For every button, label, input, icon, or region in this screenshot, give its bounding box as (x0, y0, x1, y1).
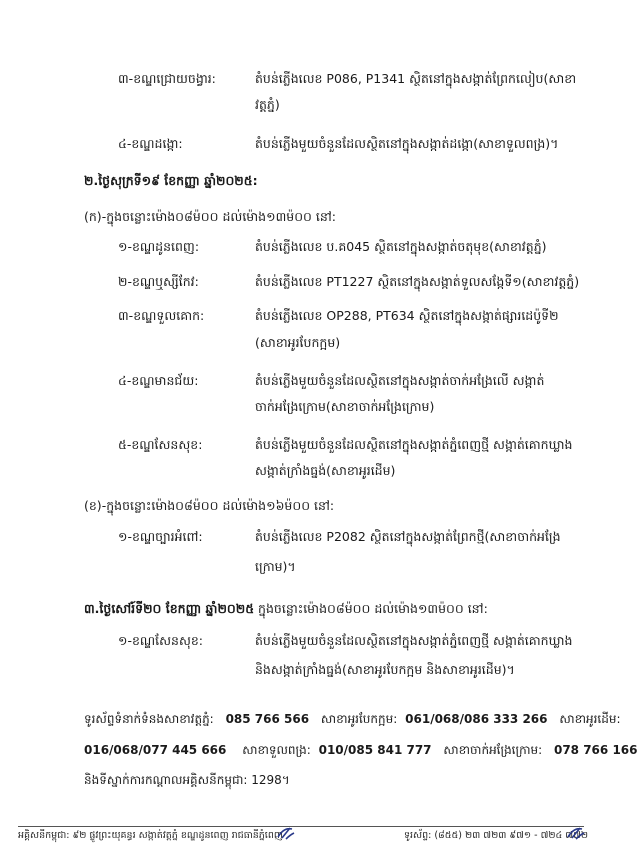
phone-number: 085 766 566 (225, 712, 310, 726)
district-label: ១-ខណ្ឌសែនសុខ: (118, 633, 204, 648)
phone-number: 061/068/086 333 266 (405, 712, 548, 726)
day-heading: ៣.ថ្ងៃសៅរ៍ទី២០ ខែកញ្ញា ឆ្នាំ២០២៥ (84, 601, 255, 616)
time-range-heading: (ខ)-ក្នុងចន្លោះម៉ោង០៨ម៉០០ ដល់ម៉ោង១៦ម៉០០ នៅ: (84, 498, 335, 513)
phone-number: 010/085 841 777 (318, 743, 432, 757)
district-description: តំបន់ភ្លើងលេខ P086, P1341 ស្ថិតនៅក្នុងសង្កាត់ព្រែកលៀប(សាខា (255, 71, 577, 86)
district-label: ៣-ខណ្ឌទួលគោក: (118, 308, 205, 323)
time-range: ក្នុងចន្លោះម៉ោង០៨ម៉០០ ដល់ម៉ោង១៣ម៉០០ នៅ: (254, 601, 488, 616)
logo-icon (276, 825, 296, 841)
district-description-cont: ក្រោម)។ (255, 559, 296, 574)
district-description: តំបន់ភ្លើងលេខ ប.គ045 ស្ថិតនៅក្នុងសង្កាត់ចតុមុខ(សាខាវត្តភ្នំ) (255, 239, 547, 254)
phone-number: 016/068/077 445 666 (84, 743, 227, 757)
district-description-cont: វត្តភ្នំ) (255, 97, 280, 112)
day-heading: ២.ថ្ងៃសុក្រទី១៩ ខែកញ្ញា ឆ្នាំ២០២៥: (84, 173, 258, 188)
district-description: តំបន់ភ្លើងមួយចំនួនដែលស្ថិតនៅក្នុងសង្កាត់ដង្កោ(សាខាទួលពង្រ)។ (255, 136, 559, 151)
district-description-cont: និងសង្កាត់ក្រាំងធ្នង់(សាខាអូរបែកក្អម និងសាខាអូរដើម)។ (255, 662, 515, 677)
day-heading-line (84, 600, 488, 618)
district-description: តំបន់ភ្លើងមួយចំនួនដែលស្ថិតនៅក្នុងសង្កាត់ចាក់អង្រែលើ សង្កាត់ (255, 373, 545, 388)
district-description-cont: សង្កាត់ក្រាំងធ្នង់(សាខាអូរដើម) (255, 463, 396, 478)
contact-label: ទូរស័ព្ទទំនាក់ទំនងសាខាវត្តភ្នំ: (84, 712, 214, 726)
district-description-cont: (សាខាអូរបែកក្អម) (255, 335, 341, 350)
district-label: ៤-ខណ្ឌមានជ័យ: (118, 373, 199, 388)
footer-address: អគ្គិសនីកម្ពុជា: ៩២ ផ្លូវព្រះយុគន្ធរ សង្កាត់វត្តភ្នំ ខណ្ឌដូនពេញ រាជធានីភ្នំពេញ (18, 830, 283, 841)
district-label: ១-ខណ្ឌច្បារអំពៅ: (118, 529, 203, 544)
district-description-cont: ចាក់អង្រែក្រោម(សាខាចាក់អង្រែក្រោម) (255, 399, 435, 414)
district-description: តំបន់ភ្លើងមួយចំនួនដែលស្ថិតនៅក្នុងសង្កាត់ភ្នំពេញថ្មី សង្កាត់គោកឃ្លាង (255, 633, 573, 648)
time-range-heading: (ក)-ក្នុងចន្លោះម៉ោង០៨ម៉០០ ដល់ម៉ោង១៣ម៉០០ នៅ: (84, 209, 336, 224)
district-label: ៣-ខណ្ឌជ្រោយចង្វារ: (118, 71, 216, 86)
contact-line-3: និងទីស្នាក់ការកណ្តាលអគ្គិសនីកម្ពុជា: 1298។ (84, 773, 290, 787)
district-label: ៤-ខណ្ឌដង្កោ: (118, 136, 183, 151)
footer-phone: ទូរស័ព្ទ: (៨៥៥) ២៣ ៧២៣ ៩៧១ - ៧២៤ ៧៧២ (404, 830, 589, 841)
contact-label: សាខាទួលពង្រ: (242, 743, 311, 757)
district-description: តំបន់ភ្លើងលេខ PT1227 ស្ថិតនៅក្នុងសង្កាត់ទួលសង្កែទី១(សាខាវត្តភ្នំ) (255, 274, 580, 289)
district-description: តំបន់ភ្លើងលេខ P2082 ស្ថិតនៅក្នុងសង្កាត់ព្រែកថ្មី(សាខាចាក់អង្រែ (255, 529, 561, 544)
district-label: ១-ខណ្ឌដូនពេញ: (118, 239, 200, 254)
contact-label: សាខាអូរដើម: (559, 712, 621, 726)
district-label: ៥-ខណ្ឌសែនសុខ: (118, 437, 203, 452)
district-description: តំបន់ភ្លើងមួយចំនួនដែលស្ថិតនៅក្នុងសង្កាត់ភ្នំពេញថ្មី សង្កាត់គោកឃ្លាង (255, 437, 573, 452)
footer-divider (18, 826, 584, 827)
contact-line-2 (84, 741, 638, 759)
district-description: តំបន់ភ្លើងលេខ OP288, PT634 ស្ថិតនៅក្នុងសង្កាត់ផ្សារដេប៉ូទី២ (255, 308, 559, 323)
contact-label: សាខាអូរបែកក្អម: (320, 712, 398, 726)
contact-line-1 (84, 710, 621, 728)
phone-number: 078 766 166 (553, 743, 638, 757)
logo-icon (566, 825, 586, 841)
contact-label: សាខាចាក់អង្រែក្រោម: (443, 743, 543, 757)
district-label: ២-ខណ្ឌឬស្សីកែវ: (118, 274, 199, 289)
